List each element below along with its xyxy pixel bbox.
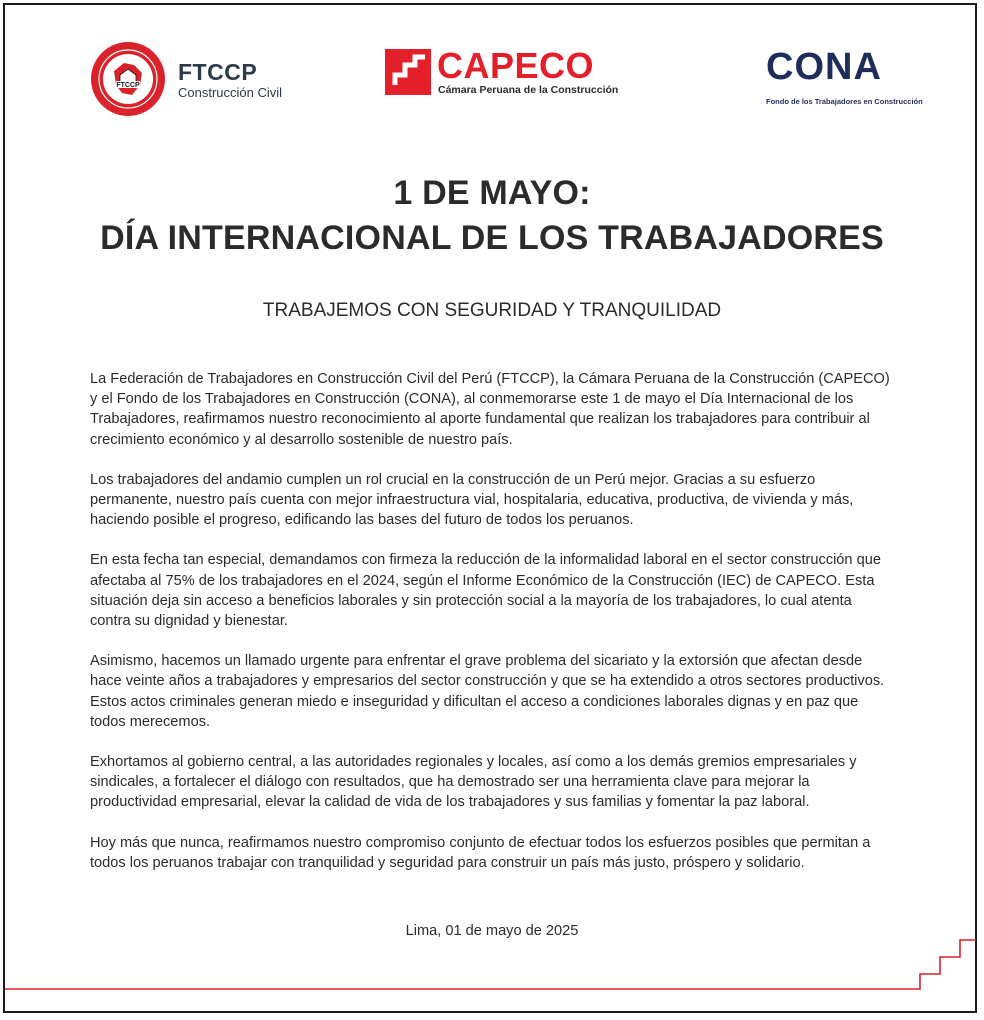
ftccp-name: FTCCP [178,59,258,85]
paragraph: Asimismo, hacemos un llamado urgente para enfrentar el grave problema del sicariato y la extorsión que afectan desde hace veinte años a trabajadores y empresarios del sector construcción y que se ha extendido a otros sectores productivos. Estos actos criminales generan miedo e inseguridad y dificultan el acceso a condiciones laborales dignas y en paz que todos merecemos. [90,653,885,730]
page-title-line-2: DÍA INTERNACIONAL DE LOS TRABAJADORES [100,219,884,257]
capeco-name: CAPECO [437,45,595,86]
cona-subtitle: Fondo de los Trabajadores en Construcción [766,97,923,106]
cona-name: CONA [766,46,882,88]
closing-date-line: Lima, 01 de mayo de 2025 [405,923,579,939]
paragraph: Exhortamos al gobierno central, a las autoridades regionales y locales, así como a los demás gremios empresariales y sindicales, a fortalecer el diálogo con resultados, que ha demostrado ser una herramienta clave para mejorar la productividad empresarial, elevar la calidad de vida de los trabajadores y sus familias y fomentar la paz laboral. [90,754,857,811]
paragraph: Hoy más que nunca, reafirmamos nuestro compromiso conjunto de efectuar todos los esfuerzos posibles que permitan a todos los peruanos trabajar con tranquilidad y seguridad para construir un país más justo, próspero y solidario. [90,834,871,871]
paragraph: La Federación de Trabajadores en Construcción Civil del Perú (FTCCP), la Cámara Peruana de la Construcción (CAPECO) y el Fondo de los Trabajadores en Construcción (CONA), al conmemorarse este 1 de mayo el Día Internacional de los Trabajadores, reafirmamos nuestro reconocimiento al aporte fundamental que realizan los trabajadores para contribuir al crecimiento económico y al desarrollo sostenible de nuestro país. [90,371,890,448]
paragraph: En esta fecha tan especial, demandamos con firmeza la reducción de la informalidad laboral en el sector construcción que afectaba al 75% de los trabajadores en el 2024, según el Informe Económico de la Construcción (IEC) de CAPECO. Esta situación deja sin acceso a beneficios laborales y sin protección social a la mayoría de los trabajadores, lo cual atenta contra su dignidad y bienestar. [90,552,881,630]
capeco-subtitle: Cámara Peruana de la Construcción [438,84,619,96]
ftccp-seal-text: FTCCP [116,82,140,89]
ftccp-subtitle: Construcción Civil [178,85,283,100]
page-subtitle: TRABAJEMOS CON SEGURIDAD Y TRANQUILIDAD [262,300,722,321]
paragraph: Los trabajadores del andamio cumplen un rol crucial en la construcción de un Perú mejor. Gracias a su esfuerzo permanente, nuestro país cuenta con mejor infraestructura vial, hospitalaria, educativa, productiva, de vivienda y más, haciendo posible el progreso, edificando las bases del futuro de todos los peruanos. [90,471,854,529]
page-title-line-1: 1 DE MAYO: [393,174,591,212]
